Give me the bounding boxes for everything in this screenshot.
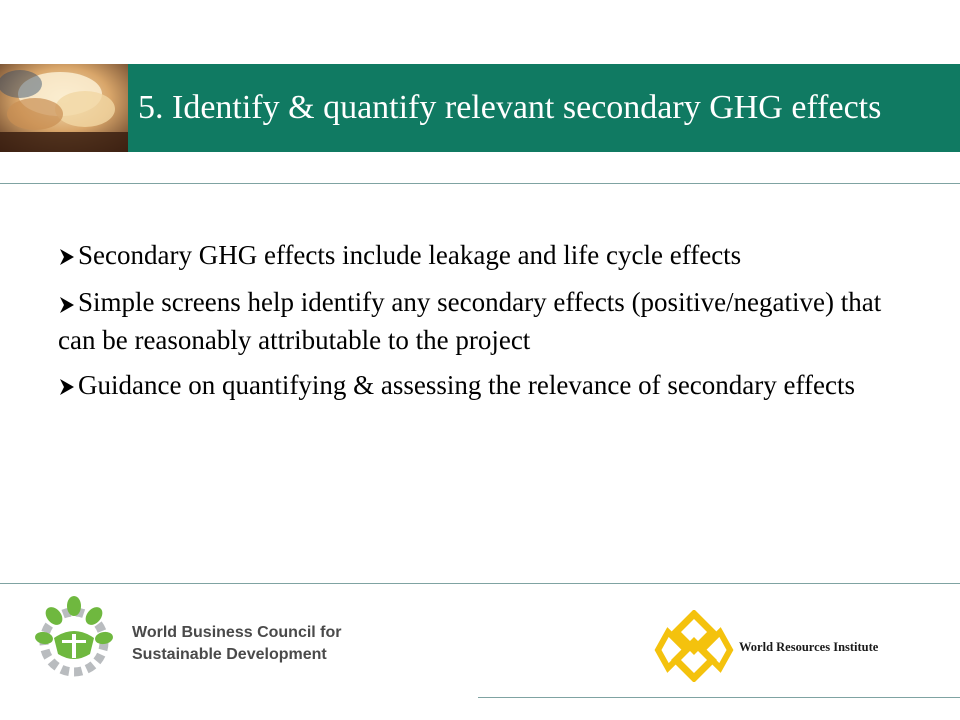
bullet-item [58,368,918,405]
wbcsd-line-1: World Business Council for [132,624,342,641]
cloud-photo-icon [0,64,128,152]
arrow-bullet-icon [58,288,76,323]
arrow-bullet-icon [58,370,76,405]
slide-title: 5. Identify & quantify relevant secondary GHG effects [138,89,882,126]
footer-divider [0,583,960,584]
title-bar [0,64,960,152]
wri-name: World Resources Institute [739,640,879,654]
wbcsd-line-2: Sustainable Development [132,646,327,663]
top-divider [0,183,960,184]
bullet-item [58,285,918,357]
bullet-text: Secondary GHG effects include leakage and life cycle effects [78,240,742,270]
wbcsd-logo-icon [24,594,124,686]
wbcsd-name [132,622,342,666]
bullet-list [58,238,918,415]
bottom-divider [478,697,960,698]
bullet-text: Simple screens help identify any secondary effects (positive/negative) that can be reasonably attributable to the project [58,287,882,355]
bullet-item [58,238,918,275]
arrow-bullet-icon [58,240,76,275]
wri-logo-icon [654,610,734,682]
bullet-text: Guidance on quantifying & assessing the relevance of secondary effects [78,369,855,400]
